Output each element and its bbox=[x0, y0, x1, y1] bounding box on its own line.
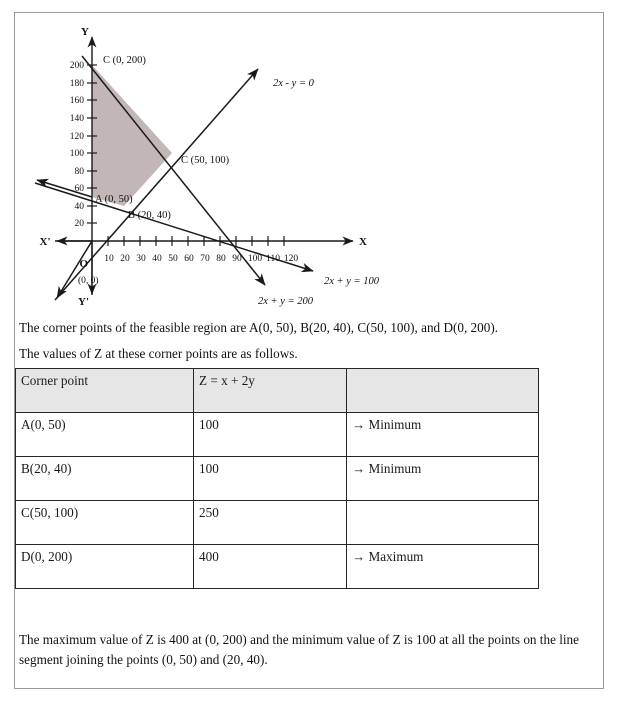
header-z-formula: Z = x + 2y bbox=[194, 369, 347, 413]
y-tick-200: 200 bbox=[69, 61, 84, 71]
origin-label: O bbox=[79, 258, 88, 270]
cell-corner-point: B(20, 40) bbox=[16, 457, 194, 501]
x-tick-10: 10 bbox=[104, 254, 114, 264]
linear-programming-graph bbox=[15, 13, 415, 313]
x-axis-negative-label: X' bbox=[39, 236, 51, 248]
cell-z-value: 100 bbox=[194, 457, 347, 501]
graph-svg bbox=[15, 13, 415, 313]
annotation-c-0-200: C (0, 200) bbox=[103, 55, 146, 66]
x-tick-90: 90 bbox=[232, 254, 242, 264]
table-row bbox=[16, 457, 539, 501]
cell-corner-point: D(0, 200) bbox=[16, 545, 194, 589]
x-tick-100: 100 bbox=[247, 254, 263, 264]
header-note bbox=[347, 369, 539, 413]
annotation-c-50-100: C (50, 100) bbox=[181, 155, 230, 166]
y-tick-140: 140 bbox=[69, 114, 84, 124]
x-tick-70: 70 bbox=[200, 254, 210, 264]
x-tick-120: 120 bbox=[283, 254, 299, 264]
origin-coordinates-label: (0, 0) bbox=[78, 276, 99, 286]
x-tick-80: 80 bbox=[216, 254, 226, 264]
cell-z-value: 400 bbox=[194, 545, 347, 589]
x-axis-label: X bbox=[359, 236, 367, 248]
cell-corner-point: A(0, 50) bbox=[16, 413, 194, 457]
cell-note: → Minimum bbox=[347, 413, 539, 457]
y-tick-120: 120 bbox=[69, 132, 84, 142]
y-tick-60: 60 bbox=[74, 184, 84, 194]
x-tick-60: 60 bbox=[184, 254, 194, 264]
cell-note bbox=[347, 501, 539, 545]
x-tick-50: 50 bbox=[168, 254, 178, 264]
z-values-table bbox=[15, 368, 539, 589]
y-tick-180: 180 bbox=[69, 79, 84, 89]
table-row bbox=[16, 413, 539, 457]
line-label-2x-plus-y-200: 2x + y = 200 bbox=[258, 296, 313, 307]
cell-corner-point: C(50, 100) bbox=[16, 501, 194, 545]
values-intro-sentence: The values of Z at these corner points are as follows. bbox=[19, 346, 298, 361]
line-label-2x-plus-y-100: 2x + y = 100 bbox=[324, 276, 379, 287]
table-row bbox=[16, 545, 539, 589]
y-tick-labels bbox=[70, 61, 85, 229]
cell-note: → Maximum bbox=[347, 545, 539, 589]
x-tick-labels bbox=[104, 254, 298, 264]
y-tick-80: 80 bbox=[74, 167, 84, 177]
x-tick-20: 20 bbox=[120, 254, 130, 264]
document-page bbox=[14, 12, 604, 689]
conclusion-paragraph: The maximum value of Z is 400 at (0, 200) and the minimum value of Z is 100 at all the points on the line segment joining the points (0, 50) and (20, 40). bbox=[19, 632, 579, 668]
line-label-2x-minus-y-0: 2x - y = 0 bbox=[273, 78, 314, 89]
annotation-a-0-50: A (0, 50) bbox=[95, 194, 133, 205]
y-axis-negative-label: Y' bbox=[78, 296, 89, 308]
y-tick-100: 100 bbox=[69, 149, 84, 159]
table-row bbox=[16, 501, 539, 545]
annotation-b-20-40: B (20, 40) bbox=[128, 210, 171, 221]
y-tick-40: 40 bbox=[74, 202, 84, 212]
feasible-region-fill bbox=[92, 65, 172, 206]
cell-note: → Minimum bbox=[347, 457, 539, 501]
cell-z-value: 100 bbox=[194, 413, 347, 457]
x-tick-110: 110 bbox=[266, 254, 280, 264]
table-header-row bbox=[16, 369, 539, 413]
y-axis-label: Y bbox=[81, 26, 89, 38]
x-tick-30: 30 bbox=[136, 254, 146, 264]
x-tick-40: 40 bbox=[152, 254, 162, 264]
header-corner-point: Corner point bbox=[16, 369, 194, 413]
y-tick-20: 20 bbox=[74, 219, 84, 229]
cell-z-value: 250 bbox=[194, 501, 347, 545]
corner-points-sentence: The corner points of the feasible region are A(0, 50), B(20, 40), C(50, 100), and D(0, 200). bbox=[19, 320, 499, 335]
y-tick-160: 160 bbox=[69, 96, 84, 106]
